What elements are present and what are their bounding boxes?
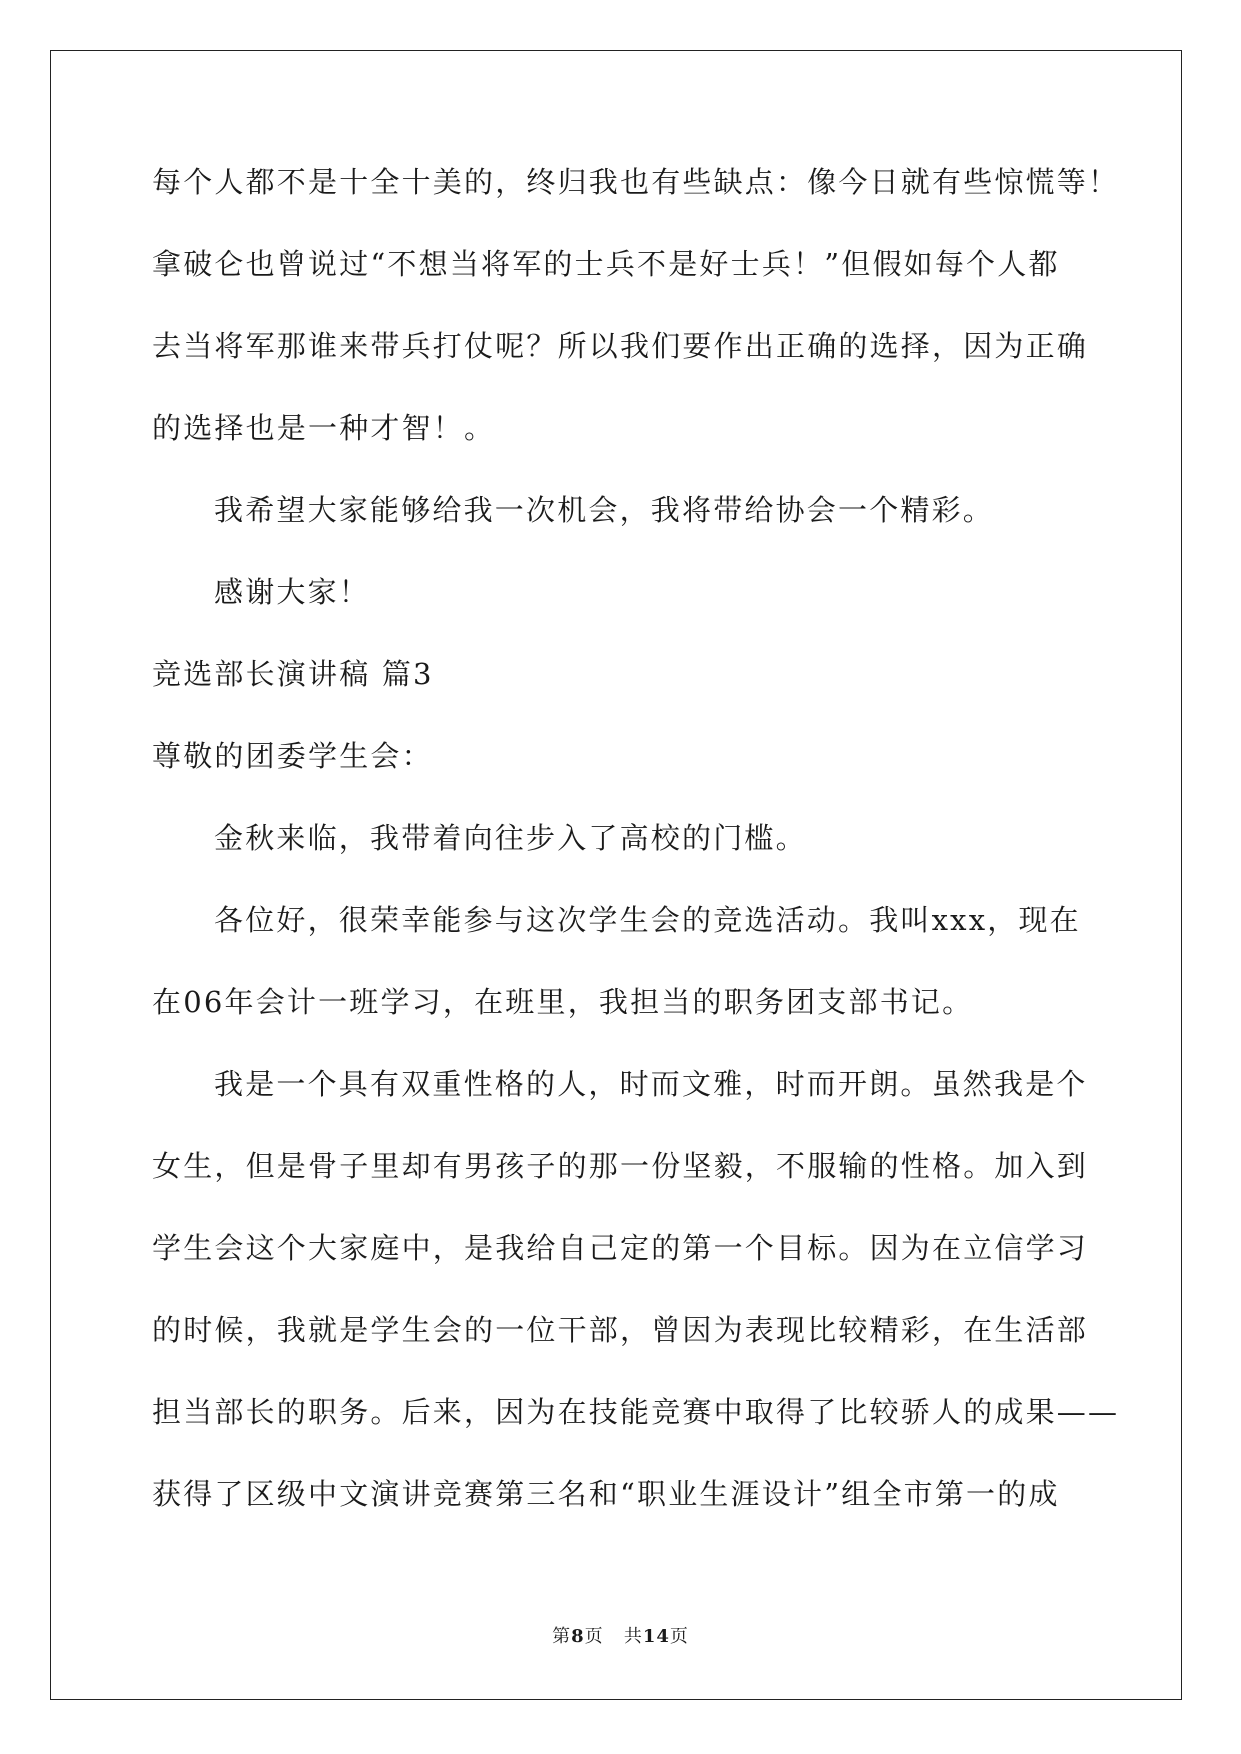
- total-prefix: 共: [623, 1626, 643, 1647]
- page-prefix: 第: [552, 1626, 572, 1647]
- text-line: 的选择也是一种才智！。: [152, 411, 496, 445]
- page-total: 14: [642, 1626, 670, 1647]
- text-line: 去当将军那谁来带兵打仗呢？所以我们要作出正确的选择，因为正确: [152, 329, 1089, 363]
- text-line: 感谢大家！: [214, 575, 371, 609]
- text-line: 女生，但是骨子里却有男孩子的那一份坚毅，不服输的性格。加入到: [152, 1149, 1089, 1183]
- text-line: 每个人都不是十全十美的，终归我也有些缺点：像今日就有些惊慌等！: [152, 165, 1120, 199]
- text-line: 我是一个具有双重性格的人，时而文雅，时而开朗。虽然我是个: [214, 1067, 1088, 1101]
- text-line: 各位好，很荣幸能参与这次学生会的竞选活动。我叫xxx，现在: [214, 903, 1081, 937]
- text-line: 在06年会计一班学习，在班里，我担当的职务团支部书记。: [152, 985, 974, 1019]
- text-line: 担当部长的职务。后来，因为在技能竞赛中取得了比较骄人的成果——: [152, 1395, 1120, 1429]
- section-heading: 竞选部长演讲稿 篇3: [152, 657, 434, 691]
- text-line: 拿破仑也曾说过“不想当将军的士兵不是好士兵！”但假如每个人都: [152, 247, 1060, 281]
- page-footer: [0, 1622, 1241, 1648]
- text-line: 获得了区级中文演讲竞赛第三名和“职业生涯设计”组全市第一的成: [152, 1477, 1060, 1511]
- total-suffix: 页: [669, 1626, 689, 1647]
- text-line: 我希望大家能够给我一次机会，我将带给协会一个精彩。: [214, 493, 995, 527]
- page-current: 8: [571, 1626, 585, 1647]
- salutation: 尊敬的团委学生会：: [152, 739, 433, 773]
- text-line: 金秋来临，我带着向往步入了高校的门槛。: [214, 821, 807, 855]
- page-border: [50, 50, 1182, 1700]
- text-line: 学生会这个大家庭中，是我给自己定的第一个目标。因为在立信学习: [152, 1231, 1089, 1265]
- page-suffix: 页: [584, 1626, 604, 1647]
- text-line: 的时候，我就是学生会的一位干部，曾因为表现比较精彩，在生活部: [152, 1313, 1089, 1347]
